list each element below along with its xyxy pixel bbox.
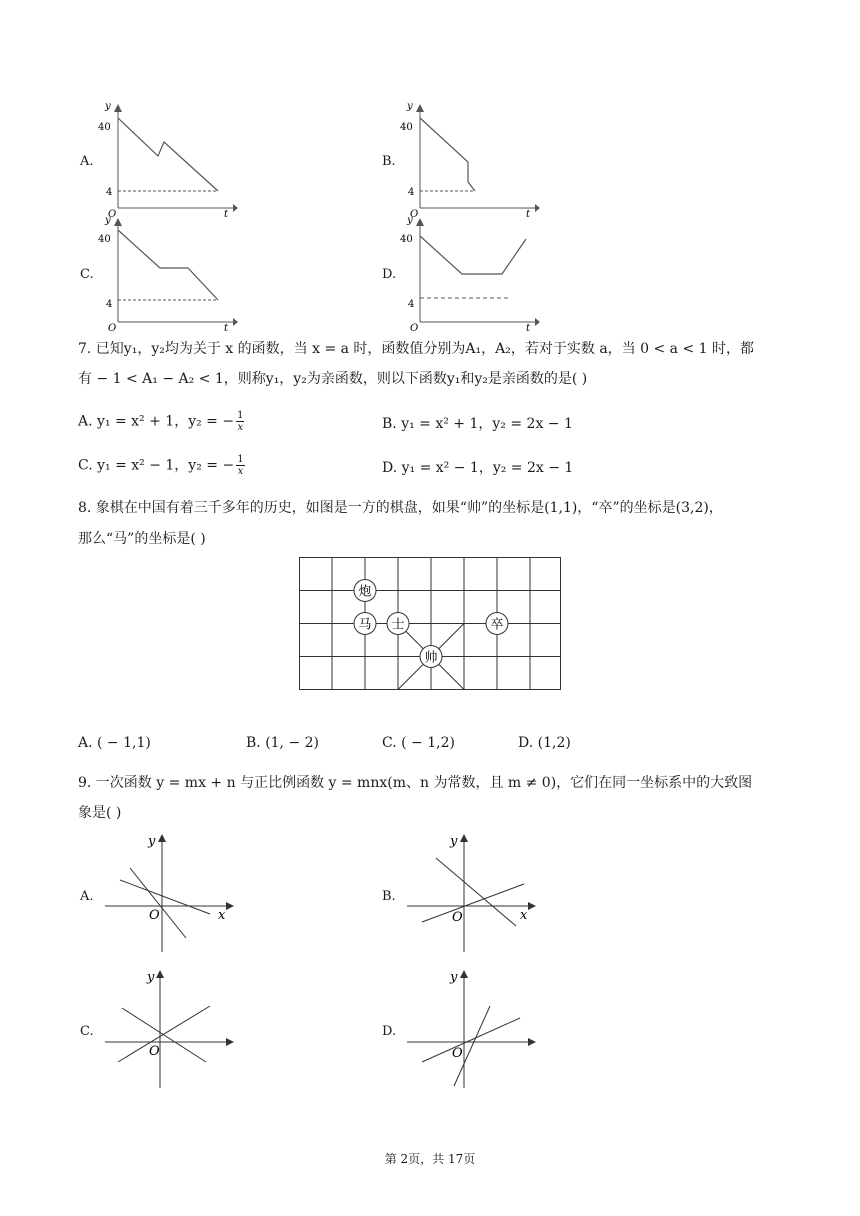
x-axis-label: x: [520, 908, 528, 923]
q6-option-a-label: A.: [80, 154, 94, 169]
tick-40: 40: [400, 122, 413, 133]
graph-line: [420, 236, 526, 274]
piece-pao: [354, 580, 376, 602]
q9-option-b-label[interactable]: B.: [382, 889, 396, 904]
q6-graph-d: [400, 214, 540, 332]
q7-option-d[interactable]: D. y₁ = x² − 1，y₂ = 2x − 1: [382, 460, 574, 476]
q7-option-a[interactable]: A. y₁ = x² + 1，y₂ = − $\frac{1}{x}$: [78, 410, 244, 433]
graph-line: [118, 118, 218, 191]
y-axis-label: y: [450, 834, 458, 849]
piece-shi: [387, 613, 409, 635]
q6-option-b-label: B.: [382, 154, 396, 169]
svg-text:帅: 帅: [424, 650, 438, 666]
q8-option-b[interactable]: B. (1, − 2): [246, 735, 320, 751]
line-1: [120, 880, 210, 914]
y-axis-label: y: [407, 215, 413, 226]
origin-label: O: [410, 323, 419, 332]
q8-text-line2: 那么“马”的坐标是( ): [78, 531, 206, 547]
tick-40: 40: [400, 234, 413, 245]
y-axis-label: y: [105, 101, 111, 112]
fraction: $\frac{1}{x}$: [237, 410, 244, 433]
q6-graph-b: [400, 100, 540, 218]
svg-text:士: 士: [391, 617, 405, 633]
board-grid: [300, 558, 561, 690]
origin-label: O: [452, 1046, 463, 1061]
q9-graph-c: [100, 966, 240, 1092]
graph-line: [420, 118, 475, 191]
piece-zu: [486, 613, 508, 635]
origin-label: O: [410, 209, 419, 218]
y-axis-label: y: [105, 215, 111, 226]
q7-text-line2: 有 − 1 < A₁ − A₂ < 1，则称y₁，y₂为亲函数，则以下函数y₁和y₂是亲函数的是( ): [78, 371, 588, 387]
x-axis-label: x: [218, 908, 226, 923]
q6-graph-c: [98, 214, 238, 332]
q9-text-line1: 9. 一次函数 y = mx + n 与正比例函数 y = mnx(m、n 为常数，且 m ≠ 0)，它们在同一坐标系中的大致图: [78, 775, 753, 791]
line-2: [130, 868, 186, 938]
origin-label: O: [452, 910, 463, 925]
q7-option-c[interactable]: C. y₁ = x² − 1，y₂ = − $\frac{1}{x}$: [78, 454, 244, 477]
y-axis-label: y: [147, 970, 155, 985]
y-axis-label: y: [450, 970, 458, 985]
origin-label: O: [108, 209, 117, 218]
q7-text-line1: 7. 已知y₁，y₂均为关于 x 的函数，当 x = a 时，函数值分别为A₁，A₂，若对于实数 a，当 0 < a < 1 时，都: [78, 341, 754, 357]
t-axis-label: t: [526, 209, 531, 218]
page-footer: 第 2页，共 17页: [384, 1152, 476, 1166]
tick-4: 4: [106, 299, 113, 310]
q9-text-line2: 象是( ): [78, 805, 122, 821]
tick-40: 40: [98, 122, 111, 133]
q6-option-c-label: C.: [80, 267, 94, 282]
q9-option-a-label[interactable]: A.: [80, 889, 94, 904]
line-2: [436, 858, 516, 926]
q9-option-c-label[interactable]: C.: [80, 1024, 94, 1039]
line-1: [422, 1018, 520, 1062]
tick-4: 4: [408, 299, 415, 310]
tick-4: 4: [408, 187, 415, 198]
origin-label: O: [108, 323, 117, 332]
q7-option-b[interactable]: B. y₁ = x² + 1，y₂ = 2x − 1: [382, 416, 573, 432]
graph-line: [118, 230, 218, 300]
t-axis-label: t: [224, 323, 229, 332]
t-axis-label: t: [224, 209, 229, 218]
q6-graph-a: [98, 100, 238, 218]
tick-4: 4: [106, 187, 113, 198]
q8-option-c[interactable]: C. ( − 1,2): [382, 735, 455, 751]
origin-label: O: [149, 1044, 160, 1059]
svg-text:马: 马: [358, 617, 372, 633]
origin-label: O: [149, 908, 160, 923]
q9-graph-b: [402, 830, 542, 956]
svg-text:炮: 炮: [358, 584, 372, 600]
q8-option-a[interactable]: A. ( − 1,1): [78, 735, 151, 751]
chess-board: [298, 556, 562, 692]
tick-40: 40: [98, 234, 111, 245]
q9-graph-a: [100, 830, 240, 956]
q8-option-d[interactable]: D. (1,2): [518, 735, 571, 751]
fraction: $\frac{1}{x}$: [237, 454, 244, 477]
t-axis-label: t: [526, 323, 531, 332]
y-axis-label: y: [407, 101, 413, 112]
q6-option-d-label: D.: [382, 267, 397, 282]
q9-option-d-label[interactable]: D.: [382, 1024, 397, 1039]
svg-text:卒: 卒: [490, 617, 504, 633]
y-axis-label: y: [148, 834, 156, 849]
q9-graph-d: [402, 966, 542, 1092]
piece-ma: [354, 613, 376, 635]
q8-text-line1: 8. 象棋在中国有着三千多年的历史，如图是一方的棋盘，如果“帅”的坐标是(1,1)，“卒”的坐标是(3,2)，: [78, 500, 723, 516]
piece-shuai: [420, 646, 442, 668]
